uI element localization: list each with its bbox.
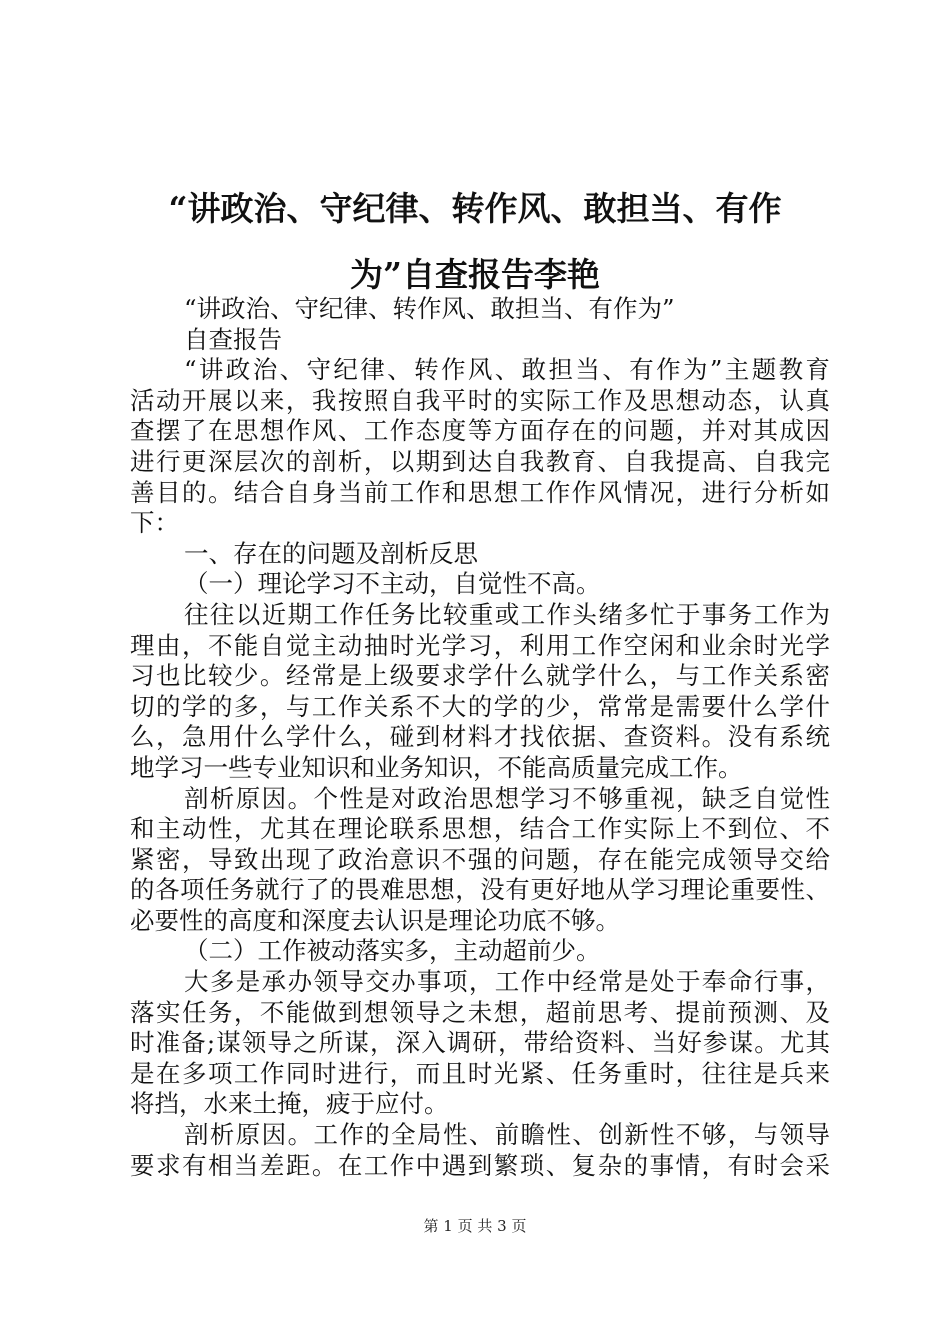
body-line: 落实任务，不能做到想领导之未想，超前思考、提前预测、及 (130, 997, 830, 1027)
body-line: 紧密，导致出现了政治意识不强的问题，存在能完成领导交给 (130, 844, 830, 874)
body-line: 必要性的高度和深度去认识是理论功底不够。 (130, 905, 620, 935)
body-line: 么，急用什么学什么，碰到材料才找依据、查资料。没有系统 (130, 722, 830, 752)
document-title (120, 176, 830, 308)
title-line-1: “讲政治、守纪律、转作风、敢担当、有作 (168, 189, 782, 228)
body-line: 剖析原因。个性是对政治思想学习不够重视，缺乏自觉性 (184, 783, 830, 813)
body-line: 时准备;谋领导之所谋，深入调研，带给资料、当好参谋。尤其 (130, 1028, 830, 1058)
body-line: 地学习一些专业知识和业务知识，不能高质量完成工作。 (130, 752, 743, 782)
body-line: 的各项任务就行了的畏难思想，没有更好地从学习理论重要性、 (130, 875, 830, 905)
title-line-2: 为”自查报告李艳 (350, 255, 600, 294)
body-line: （二）工作被动落实多，主动超前少。 (184, 936, 601, 966)
body-line: 是在多项工作同时进行，而且时光紧、任务重时，往往是兵来 (130, 1058, 830, 1088)
body-line: 和主动性，尤其在理论联系思想，结合工作实际上不到位、不 (130, 814, 830, 844)
body-line: （一）理论学习不主动，自觉性不高。 (184, 569, 601, 599)
page-footer: 第 1 页 共 3 页 (423, 1217, 527, 1235)
body-line: 大多是承办领导交办事项，工作中经常是处于奉命行事， (184, 967, 830, 997)
body-line: 切的学的多，与工作关系不大的学的少，常常是需要什么学什 (130, 691, 830, 721)
body-line: 往往以近期工作任务比较重或工作头绪多忙于事务工作为 (184, 599, 830, 629)
body-line: “讲政治、守纪律、转作风、敢担当、有作为”主题教育 (184, 355, 830, 385)
body-line: 要求有相当差距。在工作中遇到繁琐、复杂的事情，有时会采 (130, 1150, 830, 1180)
body-line: 进行更深层次的剖析，以期到达自我教育、自我提高、自我完 (130, 446, 830, 476)
body-line: 将挡，水来土掩，疲于应付。 (130, 1089, 449, 1119)
body-line: 活动开展以来，我按照自我平时的实际工作及思想动态，认真 (130, 385, 830, 415)
body-line: 一、存在的问题及剖析反思 (184, 538, 478, 568)
body-line: 习也比较少。经常是上级要求学什么就学什么，与工作关系密 (130, 661, 830, 691)
body-line: 自查报告 (184, 324, 282, 354)
body-line: 剖析原因。工作的全局性、前瞻性、创新性不够，与领导 (184, 1120, 830, 1150)
body-line: “讲政治、守纪律、转作风、敢担当、有作为” (184, 294, 675, 323)
body-line: 理由，不能自觉主动抽时光学习，利用工作空闲和业余时光学 (130, 630, 830, 660)
document-body (130, 294, 830, 1181)
body-line: 下： (130, 508, 179, 538)
body-line: 查摆了在思想作风、工作态度等方面存在的问题，并对其成因 (130, 416, 830, 446)
body-line: 善目的。结合自身当前工作和思想工作作风情况，进行分析如 (130, 477, 830, 507)
